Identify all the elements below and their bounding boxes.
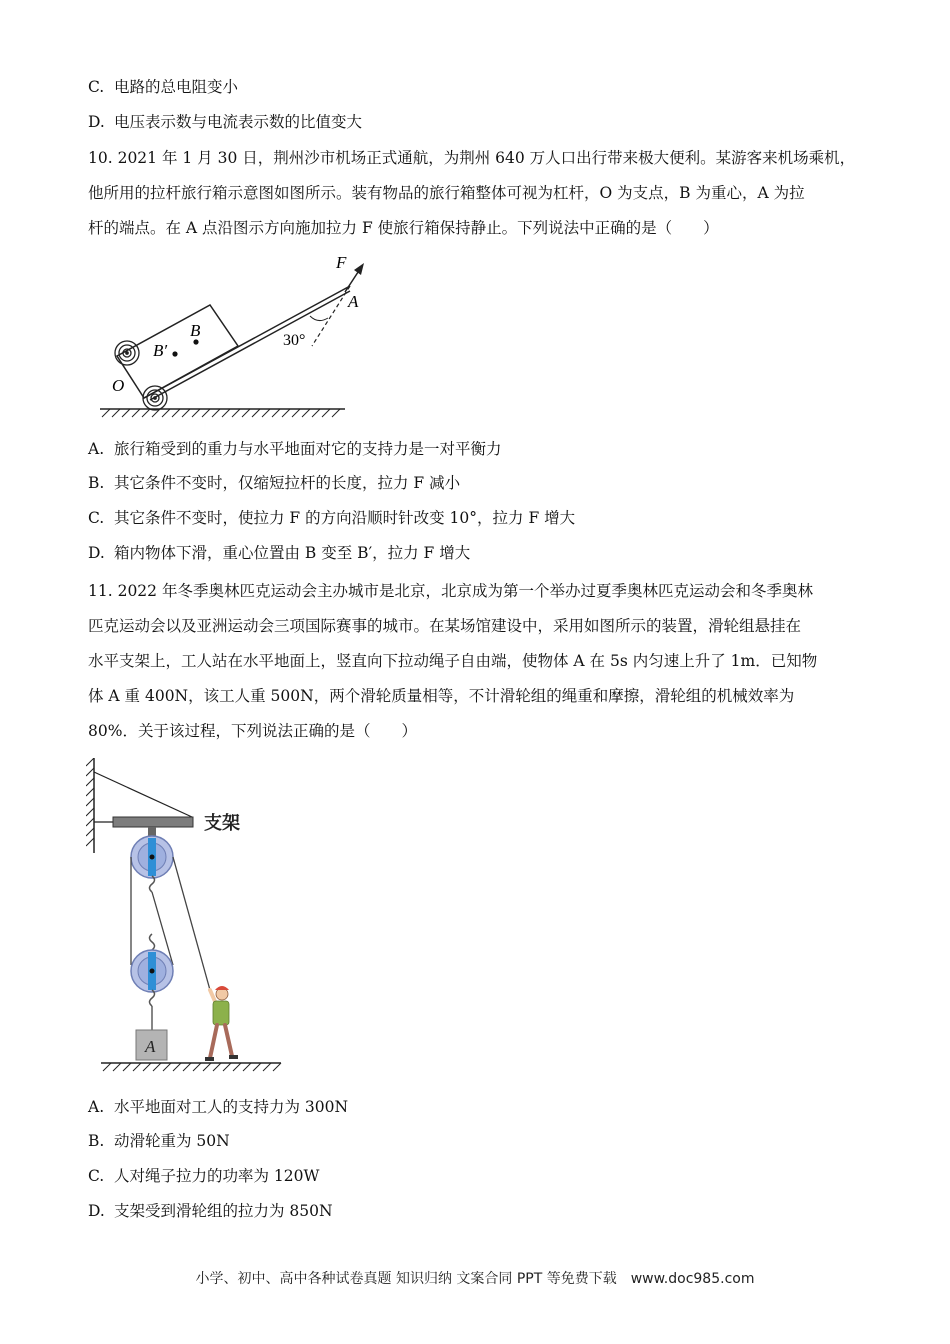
label-b-prime: B′ (153, 341, 168, 360)
point-b-dot (193, 339, 198, 344)
label-o: O (112, 376, 125, 395)
q11-pulley-figure (86, 758, 286, 1088)
label-b: B (190, 321, 201, 340)
worker-figure (205, 986, 238, 1061)
option-letter: A. (88, 1098, 105, 1116)
option-letter: C. (88, 78, 105, 96)
wall-hatch (86, 758, 94, 846)
option-letter: C. (88, 1167, 105, 1185)
q11-stem-line: 体 A 重 400N，该工人重 500N，两个滑轮质量相等，不计滑轮组的绳重和摩擦，滑轮组的机械效率为 (88, 687, 795, 705)
option-letter: B. (88, 1132, 105, 1150)
label-f: F (336, 253, 347, 272)
option-text: 水平地面对工人的支持力为 300N (114, 1098, 349, 1116)
option-letter: C. (88, 509, 105, 527)
option-text: 人对绳子拉力的功率为 120W (114, 1167, 320, 1185)
option-letter: A. (88, 440, 105, 458)
q10-stem-line: 他所用的拉杆旅行箱示意图如图所示。装有物品的旅行箱整体可视为杠杆，O 为支点，B 为重心，A 为拉 (88, 184, 805, 202)
block-a-label: A (145, 1037, 156, 1056)
arrow-head-icon (354, 263, 364, 275)
q10-stem-line: 10. 2021 年 1 月 30 日，荆州沙市机场正式通航，为荆州 640 万人口出行带来极大便利。某游客来机场乘机， (88, 149, 856, 167)
option-letter: D. (88, 113, 105, 131)
q11-stem-line: 80%．关于该过程，下列说法正确的是（ ） (88, 722, 417, 740)
option-text: 其它条件不变时，仅缩短拉杆的长度，拉力 F 减小 (114, 474, 461, 492)
page-footer: 小学、初中、高中各种试卷真题 知识归纳 文案合同 PPT 等免费下载 www.doc985.com (195, 1271, 755, 1287)
q10-option-c (88, 507, 575, 529)
option-text: 旅行箱受到的重力与水平地面对它的支持力是一对平衡力 (114, 440, 502, 458)
cap-icon (215, 986, 229, 990)
label-angle: 30° (283, 332, 306, 349)
angle-arc (310, 316, 328, 321)
option-text: 其它条件不变时，使拉力 F 的方向沿顺时针改变 10°，拉力 F 增大 (114, 509, 576, 527)
option-letter: D. (88, 1202, 105, 1220)
q11-option-a (88, 1096, 348, 1118)
bracket-strut (94, 772, 192, 817)
q11-stem (88, 574, 868, 749)
q11-stem-line: 11. 2022 年冬季奥林匹克运动会主办城市是北京，北京成为第一个举办过夏季奥林匹克运动会和冬季奥林 (88, 582, 813, 600)
option-text: 支架受到滑轮组的拉力为 850N (114, 1202, 333, 1220)
worker-shirt (213, 1001, 229, 1025)
q11-stem-line: 水平支架上，工人站在水平地面上，竖直向下拉动绳子自由端，使物体 A 在 5s 内匀速上升了 1m．已知物 (88, 652, 818, 670)
q10-option-b (88, 472, 460, 494)
option-letter: B. (88, 474, 105, 492)
top-wheel-icon (115, 341, 139, 365)
option-text: 电路的总电阻变小 (114, 78, 239, 96)
moving-hook-icon (150, 934, 155, 950)
q9-option-c (88, 76, 238, 98)
ground-hatch (100, 409, 340, 417)
q10-luggage-figure (100, 248, 370, 420)
dashed-reference-line (312, 286, 350, 346)
option-letter: D. (88, 544, 105, 562)
option-text: 箱内物体下滑，重心位置由 B 变至 B′，拉力 F 增大 (114, 544, 471, 562)
label-a: A (348, 292, 359, 311)
q10-stem-line: 杆的端点。在 A 点沿图示方向施加拉力 F 使旅行箱保持静止。下列说法中正确的是（ ） (88, 219, 719, 237)
point-b-prime-dot (172, 351, 177, 356)
q9-option-d (88, 111, 362, 133)
q11-stem-line: 匹克运动会以及亚洲运动会三项国际赛事的城市。在某场馆建设中，采用如图所示的装置，滑轮组悬挂在 (88, 617, 802, 635)
q11-option-b (88, 1130, 230, 1152)
q11-option-c (88, 1165, 319, 1187)
bracket-bar (113, 817, 193, 827)
q10-option-d (88, 542, 470, 564)
q10-stem (88, 141, 868, 246)
bracket-label: 支架 (204, 813, 240, 834)
q11-option-d (88, 1200, 333, 1222)
option-text: 电压表示数与电流表示数的比值变大 (114, 113, 363, 131)
q10-option-a (88, 438, 502, 460)
option-text: 动滑轮重为 50N (114, 1132, 230, 1150)
ground-hatch (103, 1063, 281, 1071)
bottom-wheel-icon (143, 386, 167, 410)
rope-free-end (173, 857, 210, 990)
